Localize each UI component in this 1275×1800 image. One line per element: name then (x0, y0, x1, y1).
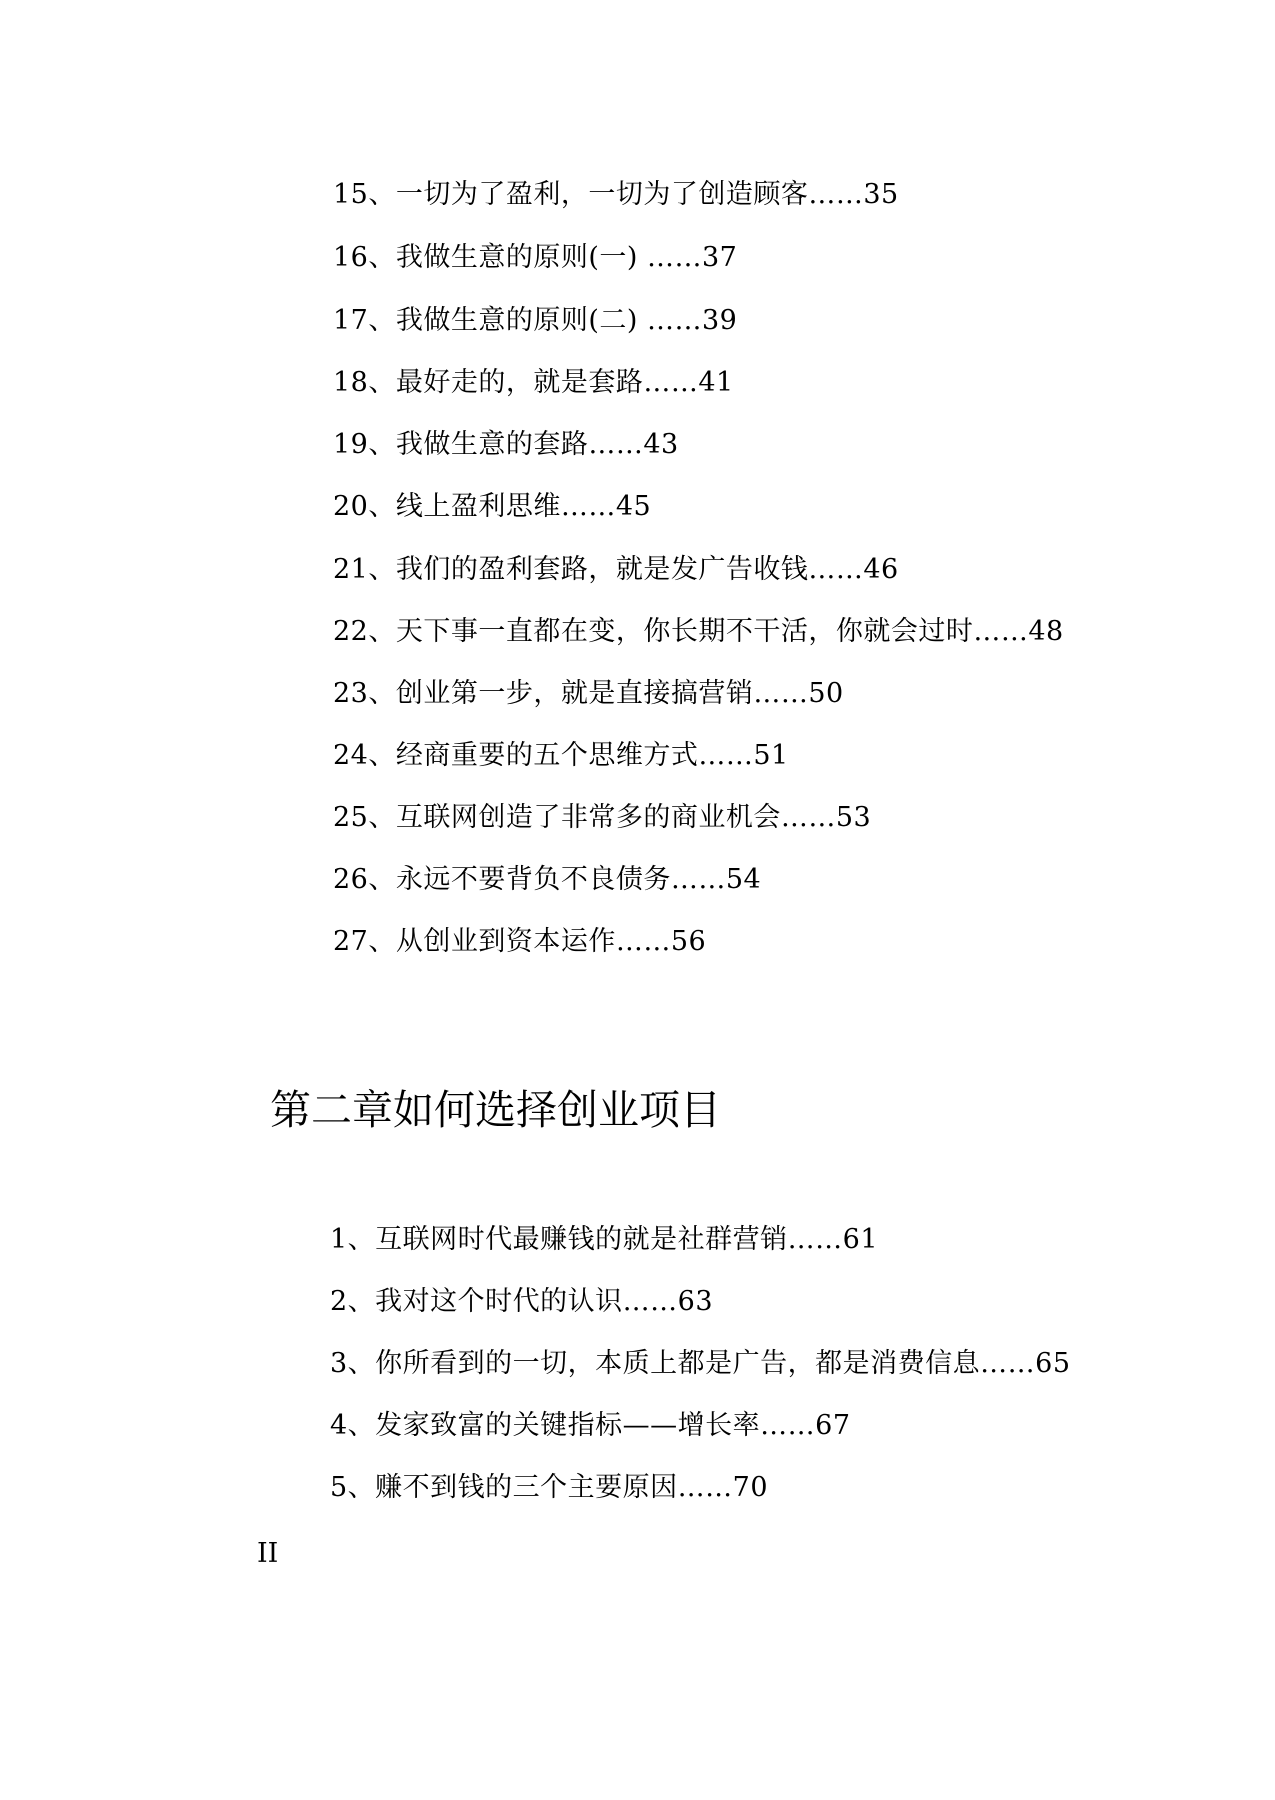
toc-entry-ch2-1: 1、互联网时代最赚钱的就是社群营销……61 (330, 1224, 879, 1255)
toc-entry-ch2-2: 2、我对这个时代的认识……63 (330, 1286, 714, 1317)
toc-entry-27: 27、从创业到资本运作……56 (333, 926, 707, 957)
toc-entry-23: 23、创业第一步，就是直接搞营销……50 (333, 678, 844, 709)
toc-entry-24: 24、经商重要的五个思维方式……51 (333, 740, 789, 771)
toc-entry-19: 19、我做生意的套路……43 (333, 429, 679, 460)
toc-entry-26: 26、永远不要背负不良债务……54 (333, 864, 762, 895)
toc-entry-22: 22、天下事一直都在变，你长期不干活，你就会过时……48 (333, 616, 1064, 647)
toc-entry-20: 20、线上盈利思维……45 (333, 491, 652, 522)
toc-entry-ch2-4: 4、发家致富的关键指标——增长率……67 (330, 1410, 851, 1441)
toc-entry-16: 16、我做生意的原则(一) ……37 (333, 242, 738, 273)
toc-entry-25: 25、互联网创造了非常多的商业机会……53 (333, 802, 872, 833)
page-number: II (257, 1538, 279, 1569)
toc-entry-15: 15、一切为了盈利，一切为了创造顾客……35 (333, 179, 899, 210)
toc-entry-18: 18、最好走的，就是套路……41 (333, 367, 734, 398)
toc-entry-ch2-5: 5、赚不到钱的三个主要原因……70 (330, 1472, 769, 1503)
toc-entry-21: 21、我们的盈利套路，就是发广告收钱……46 (333, 554, 899, 585)
chapter-title: 第二章如何选择创业项目 (270, 1086, 721, 1134)
toc-entry-ch2-3: 3、你所看到的一切，本质上都是广告，都是消费信息……65 (330, 1348, 1071, 1379)
toc-entry-17: 17、我做生意的原则(二) ……39 (333, 305, 738, 336)
